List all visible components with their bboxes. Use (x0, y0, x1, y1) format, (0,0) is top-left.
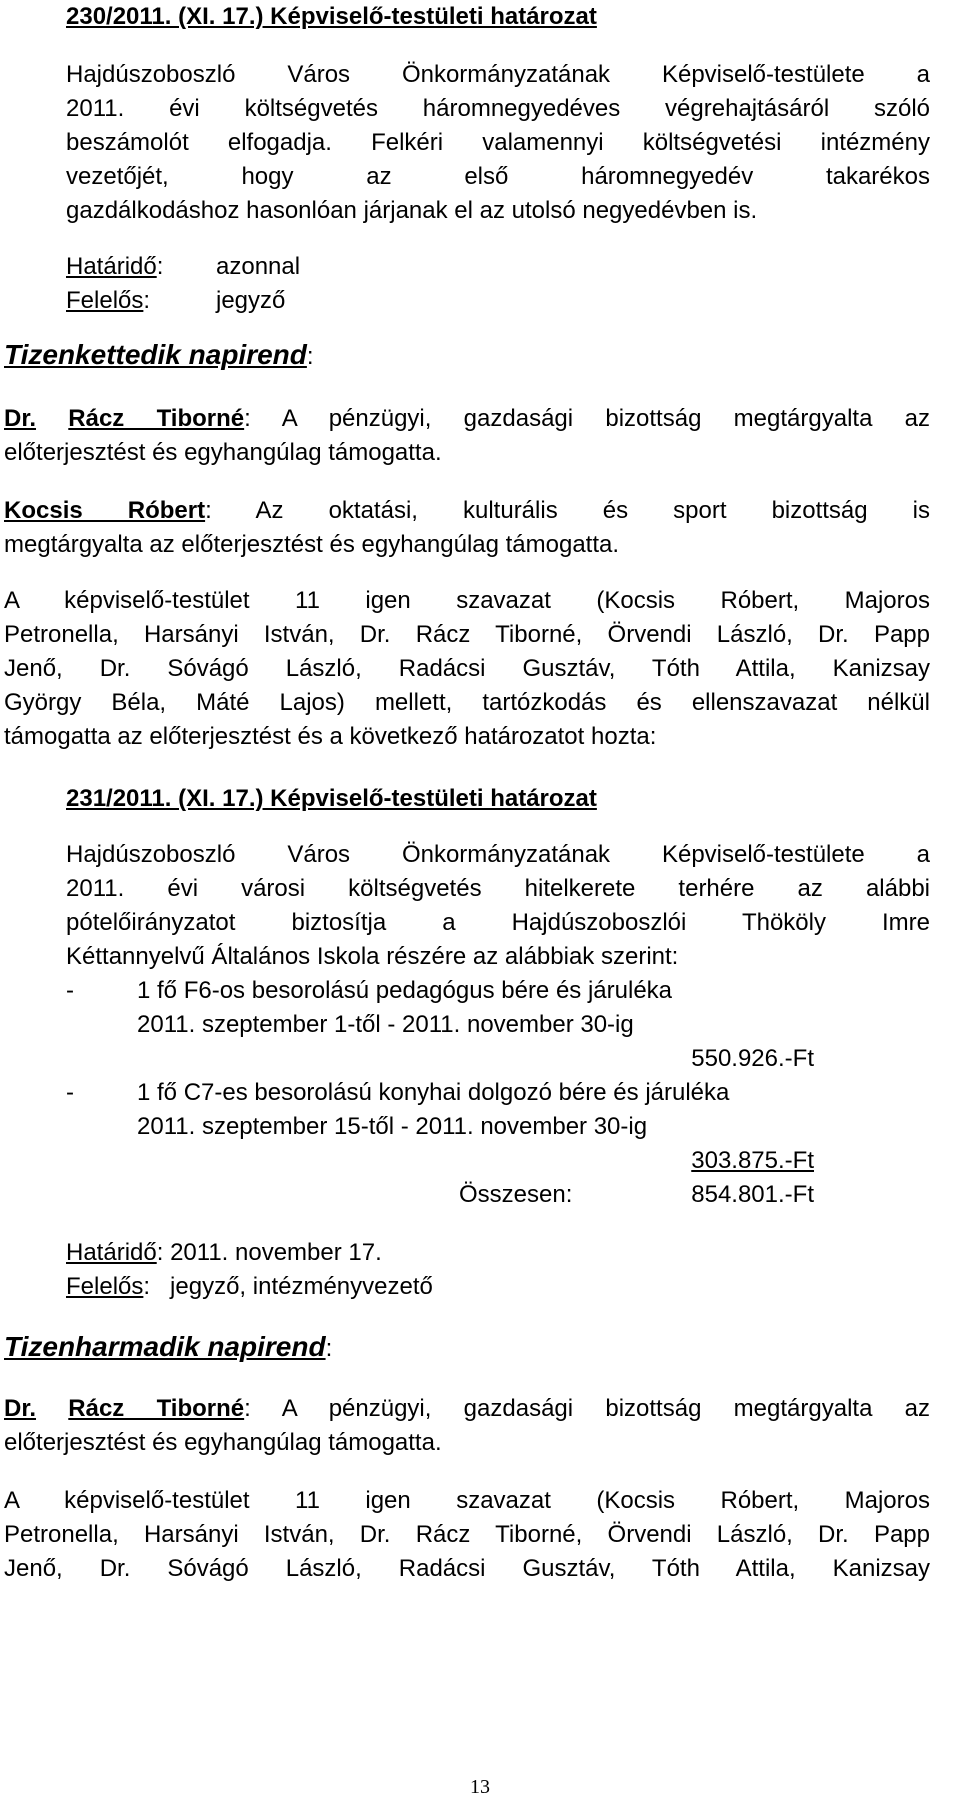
list-item-1-amount: 550.926.-Ft (691, 1045, 814, 1072)
resolution-231-line-2: 2011. évi városi költségvetés hitelkerete terhére az alábbi (66, 875, 930, 902)
responsible-row: Felelős: (66, 287, 151, 314)
speaker-dr: Dr. (4, 405, 37, 432)
vote-line-2: Petronella, Harsányi István, Dr. Rácz Tiborné, Örvendi László, Dr. Papp (4, 1521, 930, 1548)
speaker-dr: Dr. (4, 1395, 37, 1422)
speaker-name: Kocsis Róbert (4, 497, 206, 524)
agenda-item-12-title: Tizenkettedik napirend (4, 339, 307, 370)
deadline-row: Határidő: (66, 253, 164, 280)
list-item-2-amount: 303.875.-Ft (691, 1147, 814, 1174)
vote-line-3: Jenő, Dr. Sóvágó László, Radácsi Gusztáv, Tóth Attila, Kanizsay (4, 1555, 930, 1582)
total-amount: 854.801.-Ft (691, 1181, 814, 1208)
resolution-230-line-3: beszámolót elfogadja. Felkéri valamennyi költségvetési intézmény (66, 129, 930, 156)
speaker-2-line-1: Kocsis Róbert: Az oktatási, kulturális és sport bizottság is (4, 497, 931, 524)
speaker-1-line-1: Dr. Rácz Tiborné: A pénzügyi, gazdasági bizottság megtárgyalta az (4, 1395, 931, 1422)
agenda-item-13-title: Tizenharmadik napirend (4, 1331, 326, 1362)
resolution-231-line-1: Hajdúszoboszló Város Önkormányzatának Képviselő-testülete a (66, 841, 930, 868)
deadline-value: 2011. november 17. (170, 1239, 382, 1266)
list-dash: - (66, 1079, 74, 1106)
vote-line-4: György Béla, Máté Lajos) mellett, tartózkodás és ellenszavazat nélkül (4, 689, 930, 716)
responsible-value: jegyző, intézményvezető (170, 1273, 433, 1300)
speaker-1-line-2: előterjesztést és egyhangúlag támogatta. (4, 1429, 442, 1456)
resolution-230-line-4: vezetőjét, hogy az első háromnegyedév takarékos (66, 163, 930, 190)
vote-line-1: A képviselő-testület 11 igen szavazat (Kocsis Róbert, Majoros (4, 1487, 930, 1514)
speaker-name: Rácz Tiborné (68, 1395, 245, 1422)
resolution-230-heading: 230/2011. (XI. 17.) Képviselő-testületi határozat (66, 3, 597, 30)
vote-line-5: támogatta az előterjesztést és a következő határozatot hozta: (4, 723, 657, 750)
deadline-value: azonnal (216, 253, 301, 280)
resolution-230-line-1: Hajdúszoboszló Város Önkormányzatának Képviselő-testülete a (66, 61, 930, 88)
resolution-231-line-4: Kéttannyelvű Általános Iskola részére az alábbiak szerint: (66, 943, 679, 970)
deadline-label: Határidő (66, 1239, 157, 1266)
resolution-230-line-5: gazdálkodáshoz hasonlóan járjanak el az utolsó negyedévben is. (66, 197, 758, 224)
vote-line-2: Petronella, Harsányi István, Dr. Rácz Tiborné, Örvendi László, Dr. Papp (4, 621, 930, 648)
responsible-row: Felelős: jegyző, intézményvezető (66, 1273, 433, 1300)
speaker-1-line-2: előterjesztést és egyhangúlag támogatta. (4, 439, 442, 466)
agenda-item-13-title-row: Tizenharmadik napirend: (4, 1331, 333, 1362)
list-item-2-line-2: 2011. szeptember 15-től - 2011. november 30-ig (137, 1113, 648, 1140)
responsible-value: jegyző (216, 287, 286, 314)
vote-line-3: Jenő, Dr. Sóvágó László, Radácsi Gusztáv, Tóth Attila, Kanizsay (4, 655, 930, 682)
resolution-231-line-3: pótelőirányzatot biztosítja a Hajdúszoboszlói Thököly Imre (66, 909, 930, 936)
total-label: Összesen: (459, 1181, 573, 1208)
resolution-231-heading: 231/2011. (XI. 17.) Képviselő-testületi határozat (66, 785, 597, 812)
responsible-label: Felelős (66, 287, 144, 314)
agenda-item-12-title-row: Tizenkettedik napirend: (4, 339, 314, 370)
speaker-2-line-2: megtárgyalta az előterjesztést és egyhangúlag támogatta. (4, 531, 620, 558)
vote-line-1: A képviselő-testület 11 igen szavazat (Kocsis Róbert, Majoros (4, 587, 930, 614)
list-item-1-line-1: 1 fő F6-os besorolású pedagógus bére és járuléka (137, 977, 673, 1004)
list-item-1-line-2: 2011. szeptember 1-től - 2011. november 30-ig (137, 1011, 634, 1038)
list-dash: - (66, 977, 74, 1004)
list-item-2-line-1: 1 fő C7-es besorolású konyhai dolgozó bére és járuléka (137, 1079, 730, 1106)
deadline-row: Határidő: 2011. november 17. (66, 1239, 382, 1266)
responsible-label: Felelős (66, 1273, 144, 1300)
deadline-label: Határidő (66, 253, 157, 280)
speaker-1-line-1: Dr. Rácz Tiborné: A pénzügyi, gazdasági bizottság megtárgyalta az (4, 405, 931, 432)
page-number: 13 (470, 1776, 490, 1798)
speaker-name: Rácz Tiborné (68, 405, 245, 432)
resolution-230-line-2: 2011. évi költségvetés háromnegyedéves végrehajtásáról szóló (66, 95, 930, 122)
